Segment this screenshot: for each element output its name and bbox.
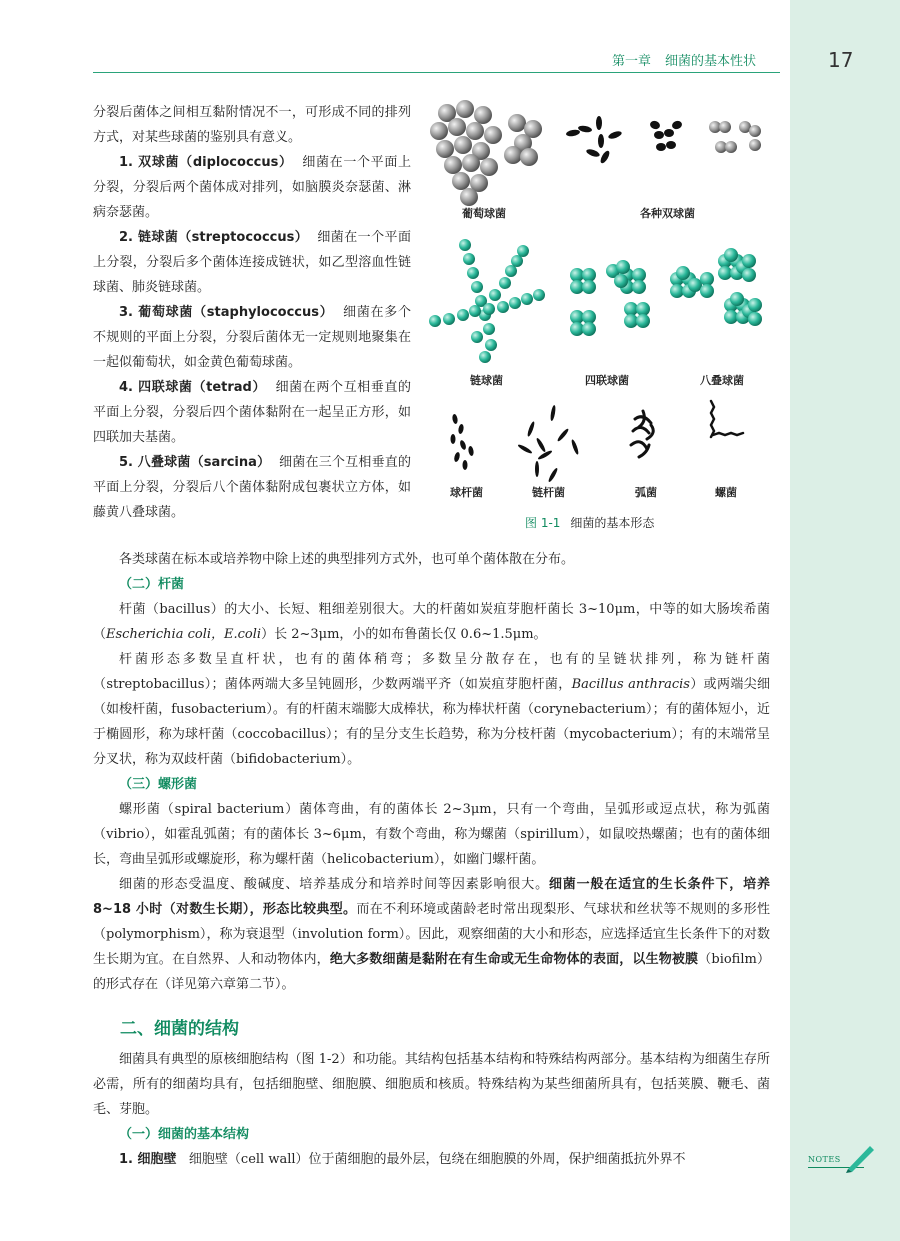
bacillus-cell: [458, 424, 465, 435]
coccus-cell: [459, 239, 471, 251]
bacillus-cell: [599, 149, 611, 164]
coccus-cell: [724, 310, 738, 324]
coccus-cell: [688, 278, 702, 292]
coccus-cell: [517, 245, 529, 257]
coccus-cell: [499, 277, 511, 289]
paragraph-streptococcus: [93, 225, 411, 300]
bacillus-cell: [666, 141, 676, 149]
coccus-cell: [448, 118, 466, 136]
coccus-cell: [429, 315, 441, 327]
figure-label-staphylococcus: 葡萄球菌: [462, 207, 506, 220]
tetrad-drawing: [570, 260, 650, 336]
bacillus-cell: [585, 148, 600, 158]
bacillus-cell: [451, 434, 456, 444]
term-heading: 4. 四联球菌（tetrad）: [119, 380, 267, 395]
paragraph: 螺形菌（spiral bacterium）菌体弯曲，有的菌体长 2~3μm，只有一个弯曲，呈弧形或逗点状，称为弧菌（vibrio），如霍乱弧菌；有的菌体长 3~6μm，有数个弯曲，称为螺菌（spirillum），如鼠咬热螺菌；也有的菌体细长，弯曲呈弧形或螺旋形，称为螺杆菌（helicobacterium），如幽门螺杆菌。: [93, 802, 770, 867]
section-heading-structure: 二、细菌的结构: [120, 1019, 239, 1039]
coccus-cell: [508, 114, 526, 132]
figure-label-sarcina: 八叠球菌: [700, 374, 744, 387]
bacillus-cell: [607, 130, 622, 140]
coccus-cell: [748, 312, 762, 326]
coccus-cell: [636, 302, 650, 316]
streptococcus-chain-drawing: [429, 239, 545, 363]
coccus-cell: [509, 297, 521, 309]
figure-label-diplococcus: 各种双球菌: [640, 207, 695, 220]
coccus-cell: [718, 266, 732, 280]
coccus-cell: [632, 280, 646, 294]
term-body: 细菌在三个互相垂直的平面上分裂，分裂后八个菌体黏附成包裹状立方体，如藤黄八叠球菌。: [93, 455, 412, 520]
coccus-cell: [460, 188, 478, 206]
coccus-cell: [742, 268, 756, 282]
running-header: [612, 50, 756, 69]
bacillus-cell: [550, 405, 557, 421]
left-column: [93, 100, 411, 525]
text-run: ）长 2~3μm，小的如布鲁菌长仅 0.6~1.5μm。: [261, 627, 547, 642]
coccus-cell: [748, 298, 762, 312]
bacillus-cell: [526, 421, 535, 437]
coccus-cell: [479, 351, 491, 363]
page-margin-band: [790, 0, 900, 1241]
bacillus-cell: [671, 120, 683, 131]
staphylococcus-cluster-drawing: [430, 100, 542, 206]
spiral-cell: [711, 401, 714, 437]
coccus-cell: [483, 323, 495, 335]
coccus-cell: [742, 254, 756, 268]
coccus-cell: [624, 314, 638, 328]
coccus-cell: [511, 255, 523, 267]
bacillus-cell: [556, 428, 569, 443]
coccus-cell: [474, 106, 492, 124]
term-heading: 5. 八叠球菌（sarcina）: [119, 455, 271, 470]
coccus-cell: [670, 284, 684, 298]
bacillus-cell: [468, 446, 475, 457]
bacillus-cell: [459, 439, 467, 450]
coccus-cell: [454, 136, 472, 154]
emphasis: 细菌一般在适宜的生长条件下，培养 8~18 小时（对数生长期），形态比较典型。: [93, 877, 770, 917]
text-run: ）或两端尖细（如梭杆菌，fusobacterium）。有的杆菌末端膨大成棒状，称为棒状杆菌（corynebacterium）；有的菌体短小，近于椭圆形，称为球杆菌（coccobacillus）；有的呈分支生长趋势，称为分枝杆菌（mycobacterium）；有的末端常呈分叉状，称为双歧杆菌（bifidobacterium）。: [93, 677, 770, 767]
figure-label-spirillum: 螺菌: [715, 486, 737, 499]
structure-body: [93, 1047, 770, 1172]
coccus-cell: [485, 339, 497, 351]
coccus-cell: [719, 121, 731, 133]
text-run: 杆菌（bacillus）的大小、长短、粗细差别很大。大的杆菌如炭疽芽胞杆菌长 3~10μm，中等的如大肠埃希菌（: [93, 602, 770, 642]
term-body: 细菌在多个不规则的平面上分裂，分裂后菌体无一定规则地聚集在一起似葡萄状，如金黄色葡萄球菌。: [93, 305, 411, 370]
figure-label-streptobacillus: 链杆菌: [532, 486, 565, 499]
spiral-cell: [713, 433, 743, 435]
coccus-cell: [521, 293, 533, 305]
bacillus-cell: [452, 414, 459, 425]
coccus-cell: [456, 100, 474, 118]
coccus-cell: [616, 260, 630, 274]
bacillus-cell: [664, 129, 674, 137]
coccus-cell: [469, 305, 481, 317]
term-body: 细菌在一个平面上分裂，分裂后两个菌体成对排列，如脑膜炎奈瑟菌、淋病奈瑟菌。: [93, 155, 411, 220]
coccus-cell: [462, 154, 480, 172]
coccus-cell: [505, 265, 517, 277]
term-body: 细菌在两个互相垂直的平面上分裂，分裂后四个菌体黏附在一起呈正方形，如四联加夫基菌。: [93, 380, 411, 445]
bacillus-cell: [535, 461, 539, 477]
coccus-cell: [471, 331, 483, 343]
text-run: （biofilm）的形式存在（详见第六章第二节）。: [93, 952, 770, 992]
paragraph: [93, 597, 770, 647]
notes-label: NOTES: [808, 1155, 841, 1164]
paragraph-staphylococcus: [93, 300, 411, 375]
coccus-cell: [436, 140, 454, 158]
figure-label-tetrad: 四联球菌: [585, 374, 629, 387]
coccus-cell: [497, 301, 509, 313]
diplococcus-drawing: [566, 116, 761, 165]
bacillus-cell: [535, 437, 546, 453]
bacillus-cell: [570, 439, 579, 455]
figure-bacteria-morphology: [425, 95, 775, 505]
paragraph: 细菌具有典型的原核细胞结构（图 1-2）和功能。其结构包括基本结构和特殊结构两部分。基本结构为细菌生存所必需，所有的细菌均具有，包括细胞壁、细胞膜、细胞质和核质。特殊结构为某些细菌所具有，包括荚膜、鞭毛、菌毛、芽胞。: [93, 1052, 770, 1117]
coccus-cell: [582, 268, 596, 282]
chapter-title: 细菌的基本性状: [665, 54, 757, 69]
sarcina-drawing: [670, 248, 762, 326]
term-heading: 2. 链球菌（streptococcus）: [119, 230, 309, 245]
figure-label-streptococcus: 链球菌: [470, 374, 503, 387]
bacillus-cell: [566, 129, 581, 137]
chapter-number: 第一章: [612, 54, 652, 69]
coccus-cell: [520, 148, 538, 166]
text-run: 细菌的形态受温度、酸碱度、培养基成分和培养时间等因素影响很大。: [119, 877, 549, 892]
coccus-cell: [452, 172, 470, 190]
paragraph-tetrad: [93, 375, 411, 450]
coccus-cell: [614, 274, 628, 288]
coccus-cell: [443, 313, 455, 325]
coccus-cell: [632, 268, 646, 282]
coccus-cell: [700, 284, 714, 298]
section-heading-spiral: （三）螺形菌: [119, 777, 198, 792]
coccus-cell: [624, 302, 638, 316]
coccus-cell: [570, 280, 584, 294]
coccus-cell: [457, 309, 469, 321]
bacillus-cell: [517, 443, 533, 454]
species-name: Escherichia coli，E.coli: [106, 627, 262, 642]
coccus-cell: [676, 266, 690, 280]
bacillus-cell: [596, 116, 602, 130]
subsection-heading: （一）细菌的基本结构: [119, 1127, 250, 1142]
coccus-cell: [725, 141, 737, 153]
spiral-cell: [639, 411, 644, 427]
figure-label-vibrio: 弧菌: [635, 486, 657, 499]
coccus-cell: [724, 248, 738, 262]
text-run: 杆菌形态多数呈直杆状，也有的菌体稍弯；多数呈分散存在，也有的呈链状排列，称为链杆菌（streptobacillus）；菌体两端大多呈钝圆形，少数两端平齐（如炭疽芽胞杆菌，: [93, 652, 770, 692]
emphasis: 绝大多数细菌是黏附在有生命或无生命物体的表面，以生物被膜: [329, 952, 699, 967]
bacillus-cell: [598, 134, 604, 148]
rods-and-spirals-drawing: [451, 401, 744, 483]
coccus-cell: [480, 158, 498, 176]
paragraph: [93, 1147, 770, 1172]
coccus-cell: [700, 272, 714, 286]
coccus-cell: [582, 280, 596, 294]
term-heading: 1. 双球菌（diplococcus）: [119, 155, 293, 170]
coccus-cell: [730, 292, 744, 306]
coccus-cell: [471, 281, 483, 293]
notes-marker: [808, 1143, 878, 1183]
coccus-cell: [582, 310, 596, 324]
paragraph: 各类球菌在标本或培养物中除上述的典型排列方式外，也可单个菌体散在分布。: [119, 552, 575, 567]
paragraph: 分裂后菌体之间相互黏附情况不一，可形成不同的排列方式，对某些球菌的鉴别具有意义。: [93, 105, 411, 145]
text-run: 而在不利环境或菌龄老时常出现梨形、气球状和丝状等不规则的多形性（polymorphism），称为衰退型（involution form）。因此，观察细菌的大小和形态，应选择适宜生长条件下的对数生长期为宜。在自然界、人和动物体内，: [93, 902, 770, 967]
term-heading: 3. 葡萄球菌（staphylococcus）: [119, 305, 334, 320]
pen-icon: [844, 1143, 876, 1173]
coccus-cell: [749, 139, 761, 151]
coccus-cell: [504, 146, 522, 164]
coccus-cell: [570, 310, 584, 324]
coccus-cell: [430, 122, 448, 140]
bacillus-cell: [654, 131, 664, 139]
header-rule: [93, 72, 780, 73]
paragraph: [93, 872, 770, 997]
figure-number: 图 1-1: [525, 516, 561, 530]
coccus-cell: [533, 289, 545, 301]
figure-title: 细菌的基本形态: [570, 516, 655, 530]
bacillus-cell: [453, 452, 460, 463]
page-number: 17: [828, 48, 854, 72]
bacillus-cell: [656, 143, 666, 151]
term-heading: 1. 细胞壁: [119, 1152, 177, 1167]
main-body: [93, 547, 770, 997]
term-body: 细胞壁（cell wall）位于菌细胞的最外层，包绕在细胞膜的外周，保护细菌抵抗外界不: [188, 1152, 686, 1167]
bacillus-cell: [547, 467, 558, 483]
term-body: 细菌在一个平面上分裂，分裂后多个菌体连接成链状，如乙型溶血性链球菌、肺炎链球菌。: [93, 230, 411, 295]
coccus-cell: [570, 268, 584, 282]
species-name: Bacillus anthracis: [571, 677, 690, 692]
coccus-cell: [483, 303, 495, 315]
bacillus-cell: [463, 460, 468, 470]
coccus-cell: [570, 322, 584, 336]
bacillus-cell: [649, 120, 661, 131]
figure-label-coccobacillus: 球杆菌: [450, 486, 483, 499]
spiral-cell: [631, 442, 647, 449]
coccus-cell: [749, 125, 761, 137]
coccus-cell: [582, 322, 596, 336]
coccus-cell: [466, 122, 484, 140]
paragraph-sarcina: [93, 450, 411, 525]
figure-caption: [525, 514, 654, 531]
coccus-cell: [636, 314, 650, 328]
section-heading-bacilli: （二）杆菌: [119, 577, 185, 592]
coccus-cell: [489, 289, 501, 301]
spiral-cell: [633, 427, 649, 433]
coccus-cell: [444, 156, 462, 174]
paragraph: [93, 647, 770, 772]
paragraph-diplococcus: [93, 150, 411, 225]
coccus-cell: [463, 253, 475, 265]
coccus-cell: [467, 267, 479, 279]
coccus-cell: [484, 126, 502, 144]
